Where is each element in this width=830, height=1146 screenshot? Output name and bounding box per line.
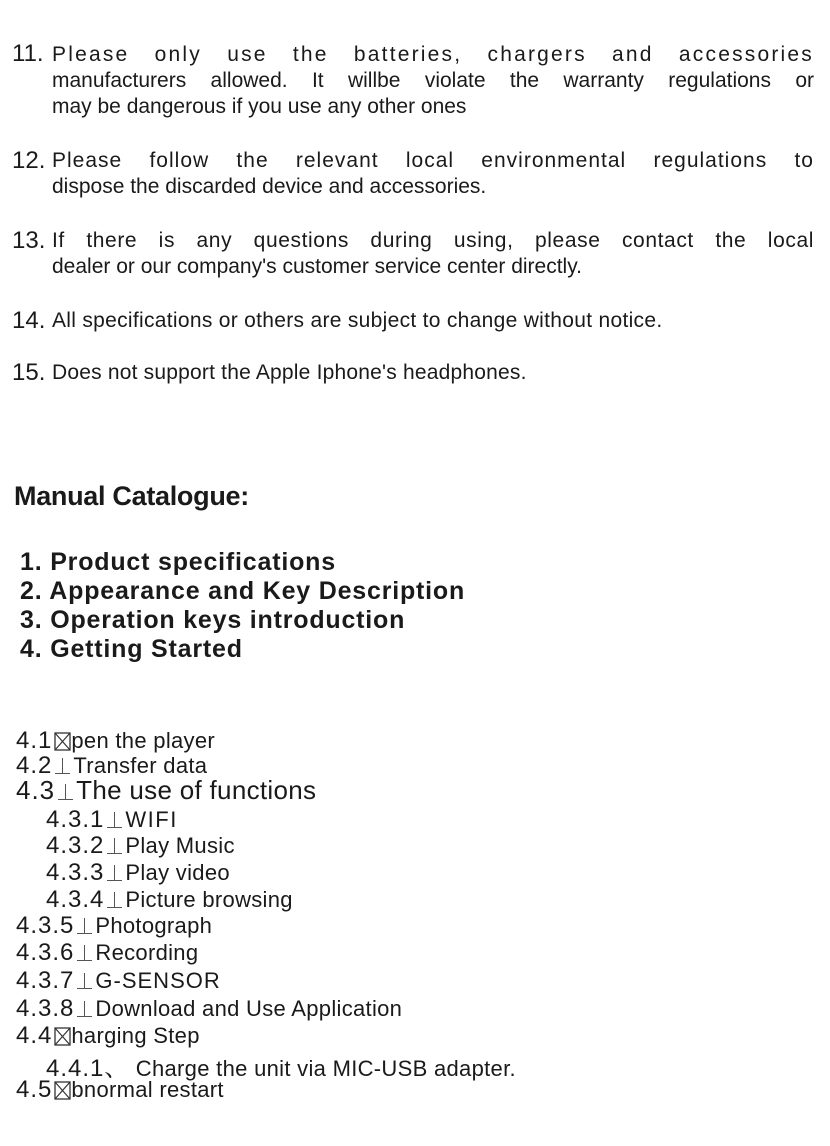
notice-12-text — [52, 148, 814, 200]
catalogue-item — [20, 635, 243, 664]
toc-number: 4.3.7 — [16, 967, 75, 994]
notice-line: Does not support the Apple Iphone's headphones. — [52, 361, 527, 384]
catalogue-item-number: 1. — [20, 548, 43, 576]
toc-row — [16, 912, 212, 940]
separator-glyph-icon — [76, 917, 94, 934]
toc-number: 4.3 — [16, 775, 56, 805]
notice-line: manufacturers allowed. It willbe violate the warranty regulations or — [52, 69, 814, 92]
separator-glyph-icon — [76, 1000, 94, 1017]
toc-row — [16, 967, 221, 995]
separator-glyph-icon — [76, 944, 94, 961]
toc-number: 4.1 — [16, 727, 53, 754]
toc-row — [46, 886, 293, 914]
toc-label: Play Music — [125, 833, 235, 858]
toc-row — [46, 832, 235, 860]
notice-line: dispose the discarded device and accessories. — [52, 175, 487, 198]
toc-label: Download and Use Application — [95, 996, 403, 1021]
catalogue-item — [20, 606, 405, 635]
toc-label: G-SENSOR — [95, 968, 221, 993]
notice-line: dealer or our company's customer service center directly. — [52, 255, 582, 278]
broken-glyph-icon — [54, 1027, 71, 1046]
separator-glyph-icon — [76, 972, 94, 989]
broken-glyph-icon — [54, 732, 71, 751]
toc-number: 4.3.5 — [16, 912, 75, 939]
toc-label: Charge the unit via MIC-USB adapter. — [129, 1056, 516, 1081]
toc-number: 4.3.6 — [16, 939, 75, 966]
toc-label: The use of functions — [76, 775, 317, 805]
toc-label: Transfer data — [73, 753, 208, 778]
catalogue-item-label: Product specifications — [50, 548, 336, 576]
catalogue-item-label: Getting Started — [50, 635, 243, 663]
separator-glyph-icon — [54, 757, 72, 774]
notice-15-number: 15. — [12, 359, 46, 386]
toc-number: 4.5 — [16, 1076, 53, 1103]
catalogue-item — [20, 548, 336, 577]
catalogue-item-number: 2. — [20, 577, 43, 605]
toc-row — [46, 806, 178, 834]
toc-number: 4.3.8 — [16, 995, 75, 1022]
separator-glyph-icon — [106, 811, 124, 828]
catalogue-title: Manual Catalogue: — [14, 481, 249, 511]
toc-label: Recording — [95, 940, 199, 965]
notice-line: Please only use the batteries, chargers and accessories — [52, 43, 814, 66]
catalogue-item — [20, 577, 465, 606]
notice-11-number: 11. — [12, 40, 44, 67]
catalogue-item-number: 3. — [20, 606, 43, 634]
notice-15-text — [52, 360, 814, 386]
toc-row — [16, 995, 402, 1023]
notice-line: All specifications or others are subject to change without notice. — [52, 309, 663, 332]
catalogue-item-label: Appearance and Key Description — [49, 577, 466, 605]
toc-label: Picture browsing — [125, 887, 293, 912]
toc-label: Play video — [125, 860, 230, 885]
toc-number: 4.3.2 — [46, 832, 105, 859]
separator-glyph-icon — [106, 891, 124, 908]
broken-glyph-icon — [54, 1081, 71, 1100]
notice-12-number: 12. — [12, 147, 46, 174]
separator-glyph-icon — [106, 837, 124, 854]
toc-label: pen the player — [71, 728, 216, 753]
toc-row — [16, 775, 316, 806]
toc-number: 4.3.4 — [46, 886, 105, 913]
notice-14-number: 14. — [12, 307, 46, 334]
notice-line: Please follow the relevant local environmental regulations to — [52, 149, 814, 172]
catalogue-item-number: 4. — [20, 635, 43, 663]
toc-label: harging Step — [71, 1023, 200, 1048]
notice-line: may be dangerous if you use any other ones — [52, 95, 467, 118]
toc-number: 4.3.1 — [46, 806, 105, 833]
notice-line: If there is any questions during using, please contact the local — [52, 229, 814, 252]
notice-13-number: 13. — [12, 227, 46, 254]
notice-13-text — [52, 228, 814, 280]
toc-label: bnormal restart — [71, 1077, 224, 1102]
toc-number: 4.3.3 — [46, 859, 105, 886]
toc-row — [16, 1076, 224, 1104]
toc-number: 4.4.1、 — [46, 1055, 130, 1082]
toc-label: WIFI — [125, 807, 178, 832]
notice-11-text — [52, 42, 814, 120]
separator-glyph-icon — [106, 864, 124, 881]
separator-glyph-icon — [57, 783, 75, 800]
toc-row — [46, 859, 230, 887]
catalogue-item-label: Operation keys introduction — [50, 606, 406, 634]
toc-row — [16, 939, 198, 967]
notice-14-text — [52, 308, 814, 334]
toc-label: Photograph — [95, 913, 213, 938]
toc-number: 4.2 — [16, 752, 53, 779]
toc-row — [16, 727, 215, 755]
toc-number: 4.4 — [16, 1022, 53, 1049]
toc-row — [16, 1022, 200, 1050]
